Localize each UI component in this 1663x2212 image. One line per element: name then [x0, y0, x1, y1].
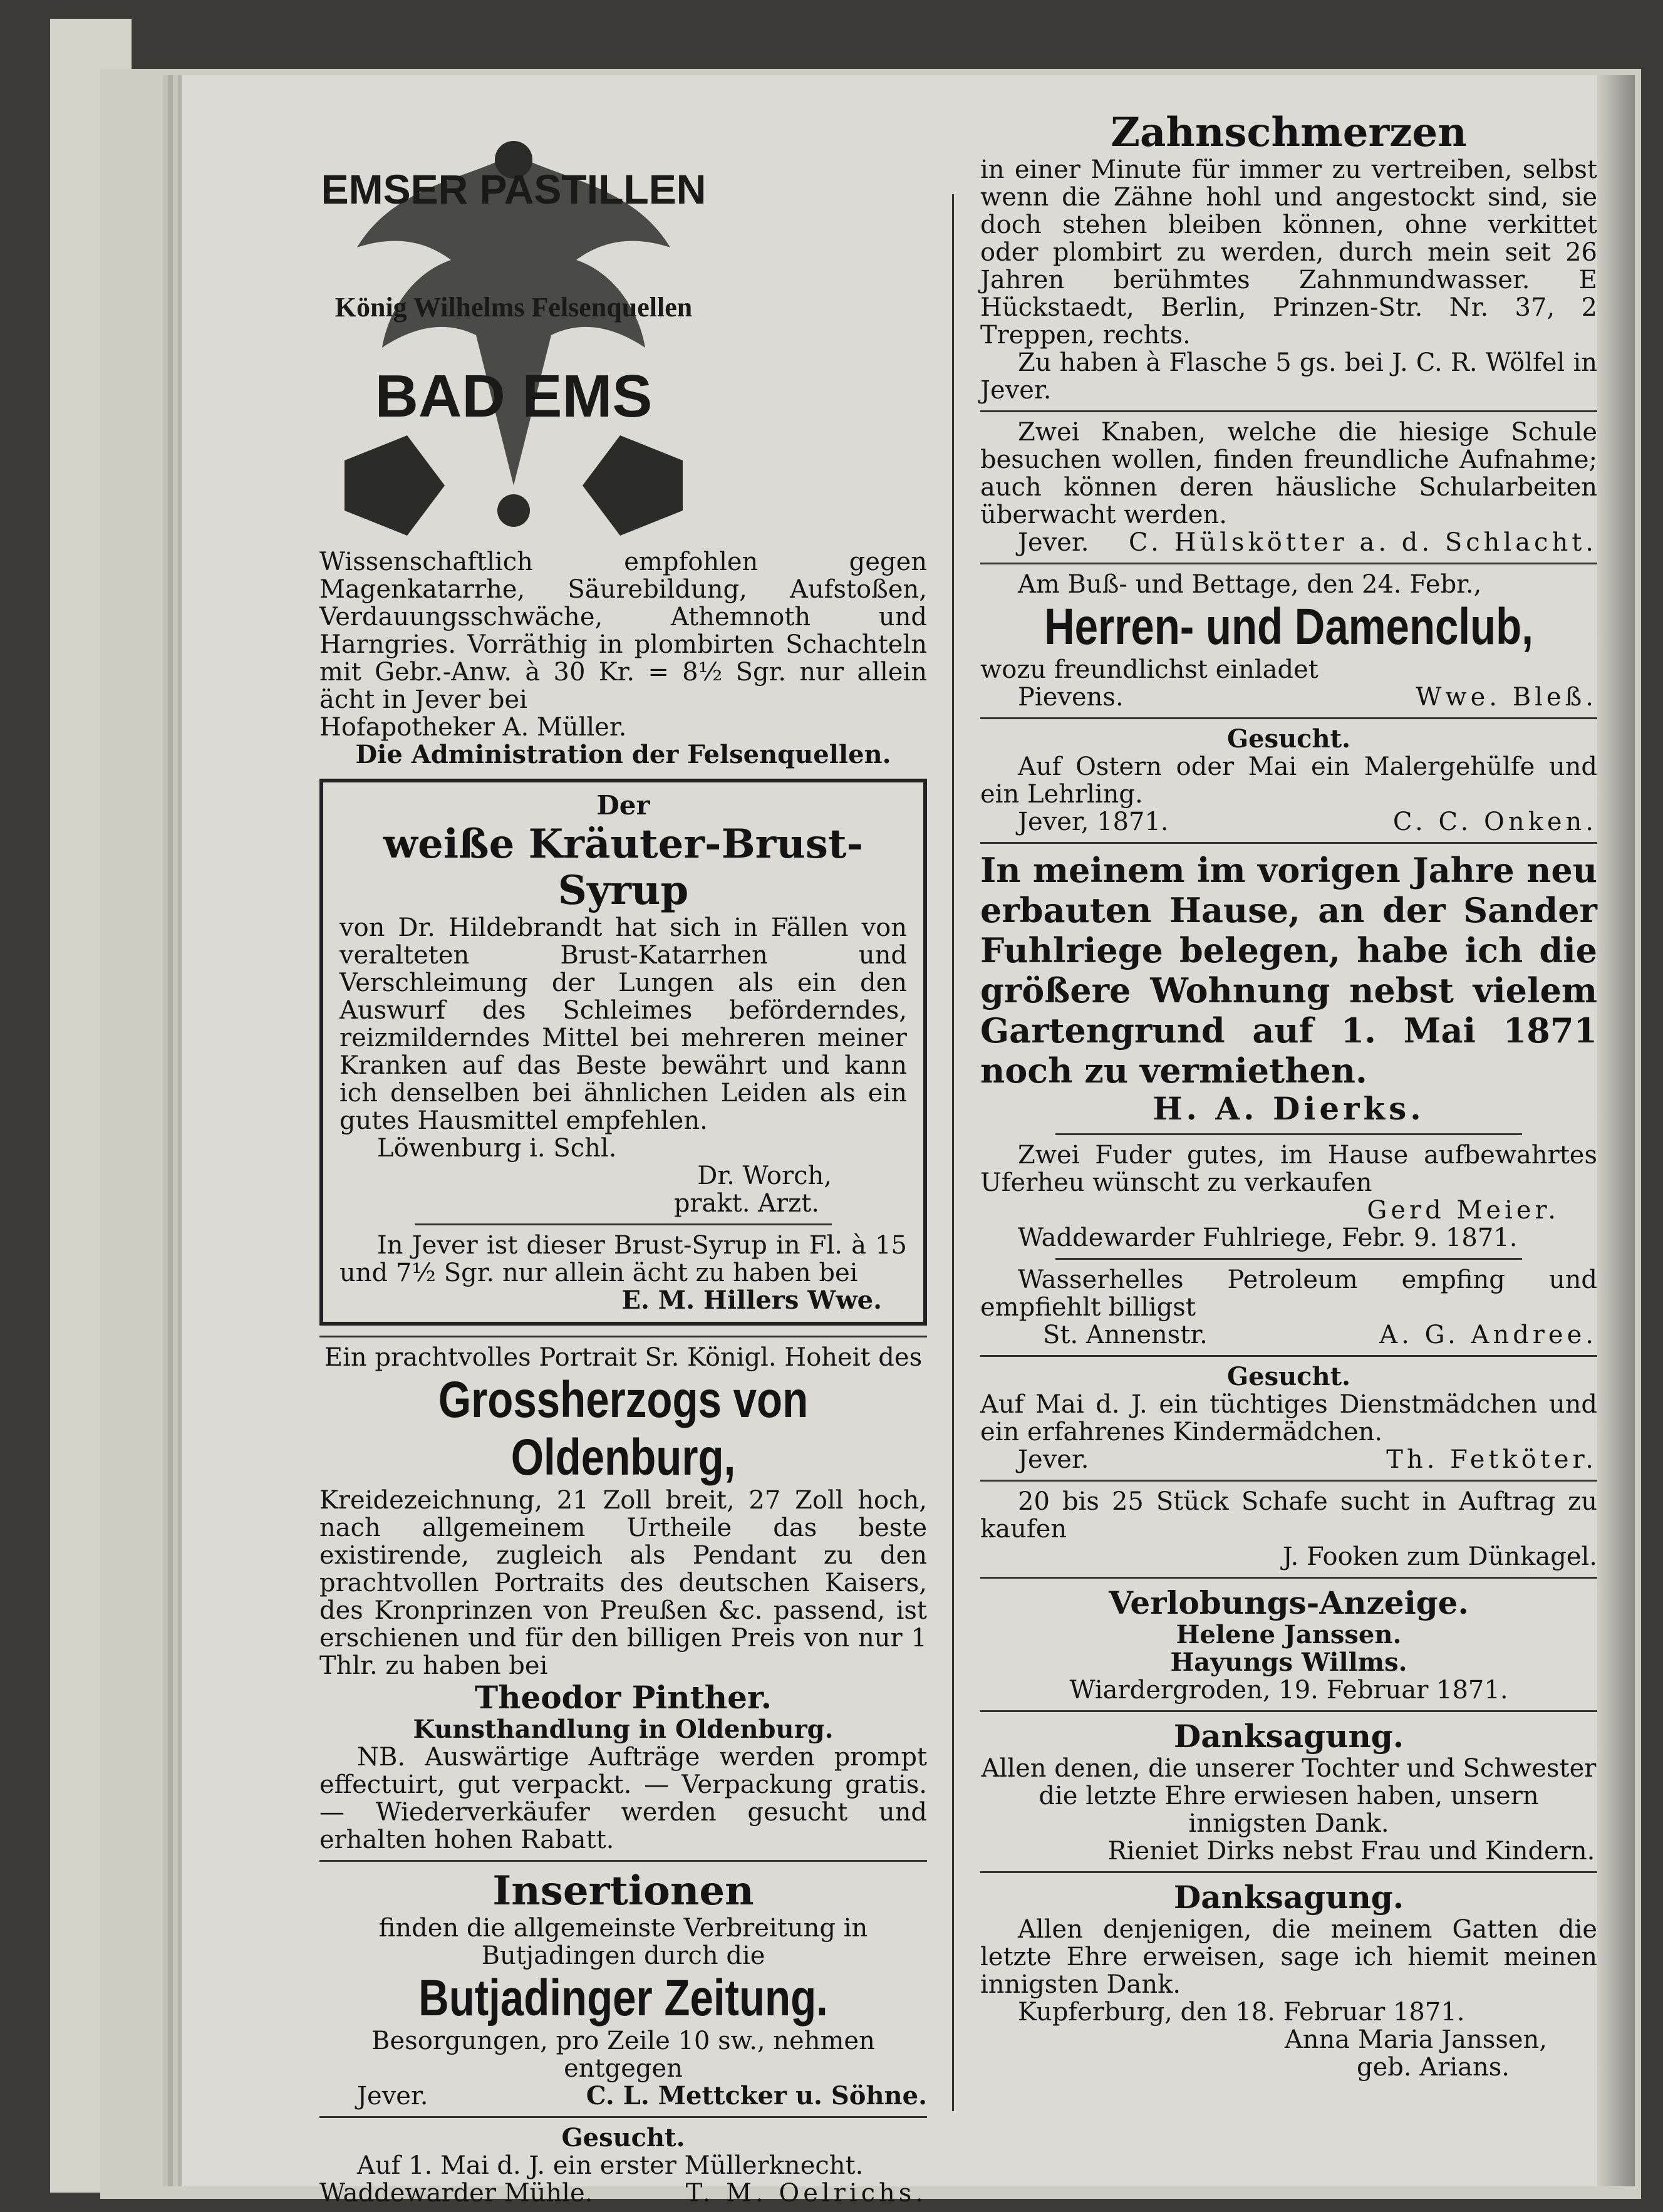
club-title: Herren- und Damenclub,: [1044, 598, 1533, 655]
dank1-title: Danksagung.: [1173, 1718, 1404, 1755]
maler-name: C. C. Onken.: [1392, 807, 1597, 836]
muellerknecht-sign: [319, 2179, 927, 2207]
dank2-maiden-name: geb. Arians.: [1357, 2053, 1510, 2082]
divider: [980, 410, 1597, 412]
divider: [980, 1710, 1597, 1712]
left-column: [319, 110, 927, 2207]
svg-text:EMSER PASTILLEN: EMSER PASTILLEN: [321, 166, 707, 212]
club-name: Wwe. Bleß.: [1416, 683, 1597, 712]
page-gutter: [1597, 75, 1635, 2186]
verlobung-name-2: Hayungs Willms.: [1170, 1648, 1407, 1677]
eagle-crest-icon: [319, 110, 708, 548]
syrup-der: Der: [596, 790, 650, 821]
ems-description: Wissenschaftlich empfohlen gegen Magenkatarrhe, Säurebildung, Aufstoßen, Verdauungsschwäche, Athemnoth und Harngries. Vorräthig in plombirten Schachteln mit Gebr.-Anw. à 30 Kr. = 8½ Sgr. nur allein ächt in Jever bei: [319, 548, 927, 714]
ad-insertionen: [319, 1868, 927, 2110]
heu-place: Waddewarder Fuhlriege, Febr. 9. 1871.: [1018, 1223, 1518, 1252]
zahn-title: Zahnschmerzen: [1111, 109, 1467, 156]
maler-sign: [980, 808, 1597, 836]
ems-administration: Die Administration der Felsenquellen.: [355, 740, 891, 769]
knaben-sign: [980, 529, 1597, 556]
bad-ems-emblem: [319, 110, 708, 548]
ad-portrait: [319, 1344, 927, 1854]
divider: [415, 1223, 832, 1225]
dank2-title: Danksagung.: [1173, 1879, 1404, 1916]
ad-schafe: [980, 1488, 1597, 1571]
syrup-signature: Dr. Worch,: [697, 1161, 832, 1190]
syrup-body: von Dr. Hildebrandt hat sich in Fällen von veralteten Brust-Katarrhen und Verschleimung der Lungen als ein den Auswurf des Schleimes beförderndes, reizmilderndes Mittel bei mehreren meiner Kranken auf das Beste bewährt und kann ich denselben bei ähnlichen Leiden als ein gutes Hausmittel empfehlen.: [339, 913, 907, 1135]
dank2-place: Kupferburg, den 18. Februar 1871.: [1018, 1998, 1465, 2027]
maler-place: Jever, 1871.: [1018, 807, 1169, 836]
ad-muellerknecht: [319, 2124, 927, 2207]
ad-wohnung: [980, 850, 1597, 1127]
portrait-firm: Theodor Pinther.: [474, 1679, 772, 1716]
schafe-name: J. Fooken zum Dünkagel.: [1282, 1542, 1597, 1571]
ad-knaben: [980, 418, 1597, 556]
heu-name: Gerd Meier.: [1367, 1196, 1560, 1225]
divider: [980, 842, 1597, 844]
ad-club: [980, 571, 1597, 711]
ems-apotheker: Hofapotheker A. Müller.: [319, 713, 627, 742]
petroleum-name: A. G. Andree.: [1379, 1321, 1597, 1349]
divider: [1055, 1133, 1522, 1135]
divider: [319, 1336, 927, 1337]
portrait-nb: NB. Auswärtige Aufträge werden prompt effectuirt, gut verpackt. — Verpackung gratis. — Wiederverkäufer werden gesucht und erhalten hohen Rabatt.: [319, 1743, 927, 1854]
syrup-place: Löwenburg i. Schl.: [377, 1134, 617, 1163]
knaben-name: C. Hülskötter a. d. Schlacht.: [1128, 528, 1597, 557]
muellerknecht-title: Gesucht.: [561, 2123, 685, 2152]
club-intro: Am Buß- und Bettage, den 24. Febr.,: [1018, 570, 1482, 599]
insertionen-line-2: Besorgungen, pro Zeile 10 sw., nehmen entgegen: [371, 2027, 875, 2083]
syrup-sale: In Jever ist dieser Brust-Syrup in Fl. à 15 und 7½ Sgr. nur allein ächt zu haben bei: [339, 1231, 907, 1287]
column-divider: [952, 194, 954, 2111]
divider: [980, 1355, 1597, 1357]
knaben-body: Zwei Knaben, welche die hiesige Schule besuchen wollen, finden freundliche Aufnahme; auch können deren häusliche Schularbeiten überwacht werden.: [980, 418, 1597, 529]
insertionen-sign: [319, 2082, 927, 2110]
divider: [980, 717, 1597, 719]
knaben-place: Jever.: [1018, 528, 1089, 557]
ad-danksagung-2: [980, 1879, 1597, 2081]
ad-zahnschmerzen: [980, 110, 1597, 404]
petroleum-sign: [980, 1321, 1597, 1349]
verlobung-place: Wiardergroden, 19. Februar 1871.: [1069, 1676, 1508, 1705]
insertionen-firm: C. L. Mettcker u. Söhne.: [586, 2081, 927, 2111]
ad-uferheu: [980, 1141, 1597, 1252]
dank2-name: Anna Maria Janssen,: [1284, 2025, 1547, 2054]
divider: [980, 563, 1597, 564]
portrait-intro: Ein prachtvolles Portrait Sr. Königl. Hoheit des: [324, 1343, 923, 1372]
portrait-title: Grossherzogs von Oldenburg,: [438, 1371, 809, 1486]
dienst-place: Jever.: [1018, 1445, 1089, 1474]
insertionen-place: Jever.: [357, 2082, 428, 2111]
zahn-sale: Zu haben à Flasche 5 gs. bei J. C. R. Wölfel in Jever.: [980, 348, 1597, 405]
syrup-title: weiße Kräuter-Brust-: [383, 821, 864, 868]
dienst-body: Auf Mai d. J. ein tüchtiges Dienstmädchen und ein erfahrenes Kindermädchen.: [980, 1390, 1597, 1446]
dienst-sign: [980, 1446, 1597, 1473]
dank2-body: Allen denjenigen, die meinem Gatten die letzte Ehre erweisen, sage ich hiemit meinen innigsten Dank.: [980, 1915, 1597, 1999]
verlobung-name-1: Helene Janssen.: [1176, 1620, 1402, 1649]
petroleum-body: Wasserhelles Petroleum empfing und empfiehlt billigst: [980, 1265, 1597, 1322]
svg-text:BAD EMS: BAD EMS: [375, 363, 653, 430]
ad-malergehuelfe: [980, 725, 1597, 836]
ad-dienstmaedchen: [980, 1363, 1597, 1473]
heu-body: Zwei Fuder gutes, im Hause aufbewahrtes Uferheu wünscht zu verkaufen: [980, 1141, 1597, 1197]
ad-ems-pastillen: [319, 110, 927, 769]
divider: [980, 1871, 1597, 1873]
right-column: [980, 110, 1597, 2081]
divider: [319, 2116, 927, 2118]
club-place: Pievens.: [1018, 683, 1124, 712]
ad-verlobung: [980, 1585, 1597, 1704]
portrait-body: Kreidezeichnung, 21 Zoll breit, 27 Zoll hoch, nach allgemeinem Urtheile das beste existirende, zugleich als Pendant zu den prachtvollen Portraits des deutschen Kaisers, des Kronprinzen von Preußen &c. passend, ist erschienen und für den billigen Preis von nur 1 Thlr. zu haben bei: [319, 1486, 927, 1680]
svg-text:König Wilhelms Felsenquellen: König Wilhelms Felsenquellen: [334, 292, 693, 323]
divider: [1055, 1258, 1522, 1260]
syrup-signature-title: prakt. Arzt.: [673, 1189, 819, 1218]
petroleum-place: St. Annenstr.: [1043, 1321, 1208, 1349]
divider: [980, 1577, 1597, 1579]
insertionen-title: Insertionen: [492, 1867, 754, 1914]
syrup-seller: E. M. Hillers Wwe.: [621, 1285, 882, 1315]
divider: [980, 1480, 1597, 1482]
muellerknecht-name: T. M. Oelrichs.: [685, 2179, 927, 2208]
muellerknecht-place: Waddewarder Mühle.: [319, 2179, 593, 2208]
zahn-body: in einer Minute für immer zu vertreiben, selbst wenn die Zähne hohl und angestockt sind, sie doch stehen bleiben können, ohne verkittet oder plombirt zu werden, durch mein seit 26 Jahren berühmtes Zahnmundwasser. E Hückstaedt, Berlin, Prinzen-Str. Nr. 37, 2 Treppen, rechts.: [980, 155, 1597, 350]
dienst-name: Th. Fetköter.: [1386, 1445, 1597, 1474]
club-sign: [980, 683, 1597, 711]
insertionen-paper: Butjadinger Zeitung.: [418, 1970, 828, 2027]
verlobung-title: Verlobungs-Anzeige.: [1109, 1584, 1469, 1621]
insertionen-line: finden die allgemeinste Verbreitung in Butjadingen durch die: [378, 1914, 868, 1970]
divider: [319, 1860, 927, 1862]
maler-title: Gesucht.: [1226, 724, 1351, 754]
muellerknecht-text: Auf 1. Mai d. J. ein erster Müllerknecht.: [357, 2151, 864, 2180]
ad-petroleum: [980, 1266, 1597, 1349]
portrait-firm-location: Kunsthandlung in Oldenburg.: [413, 1715, 834, 1744]
club-line: wozu freundlichst einladet: [980, 655, 1318, 684]
maler-body: Auf Ostern oder Mai ein Malergehülfe und ein Lehrling.: [980, 752, 1597, 809]
schafe-body: 20 bis 25 Stück Schafe sucht in Auftrag zu kaufen: [980, 1487, 1597, 1544]
syrup-title-2: Syrup: [557, 867, 689, 914]
dank1-name: Rieniet Dirks nebst Frau und Kindern.: [1107, 1837, 1595, 1866]
wohnung-name: H. A. Dierks.: [1153, 1090, 1425, 1127]
wohnung-body: In meinem im vorigen Jahre neu erbauten Hause, an der Sander Fuhlriege belegen, habe ich die größere Wohnung nebst vielem Gartengrund auf 1. Mai 1871 noch zu vermiethen.: [980, 850, 1597, 1091]
ad-brust-syrup: [319, 779, 927, 1326]
dienst-title: Gesucht.: [1226, 1362, 1351, 1391]
dank1-body: Allen denen, die unserer Tochter und Schwester die letzte Ehre erwiesen haben, unsern innigsten Dank.: [981, 1754, 1597, 1838]
ad-danksagung-1: [980, 1718, 1597, 1865]
